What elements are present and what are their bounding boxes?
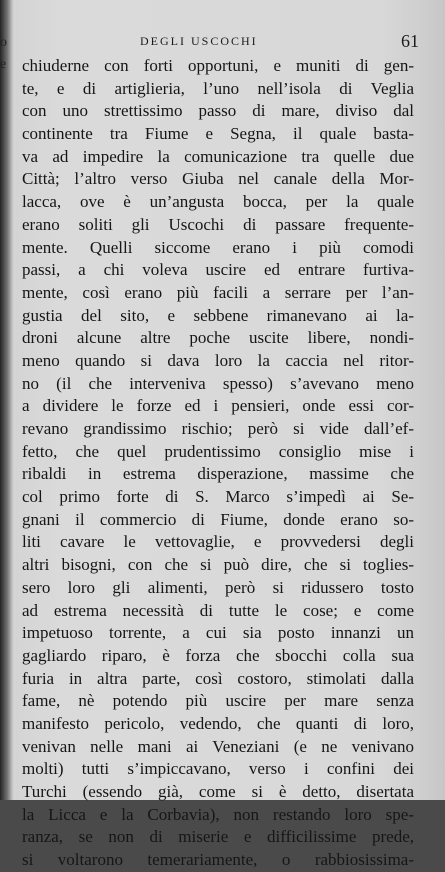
text-line: no (il che interveniva spesso) s’avevano meno: [22, 373, 414, 393]
text-line: Turchi (essendo già, come si è detto, disertata: [22, 782, 414, 801]
text-line: liti cavare le vettovaglie, e provvedersi degli: [22, 532, 414, 552]
text-line: lacca, ove è un’angusta bocca, per la quale: [22, 192, 414, 212]
text-line: Città; l’altro verso Giuba nel canale della Mor-: [22, 169, 414, 189]
text-line: passi, a chi voleva uscire ed entrare furtiva-: [22, 260, 414, 280]
previous-page-letter: e: [0, 57, 7, 72]
text-line: molti) tutti s’impiccavano, verso i confini dei: [22, 759, 414, 779]
text-line: sero loro gli alimenti, però si ridussero tosto: [22, 577, 414, 597]
text-line: impetuoso torrente, a cui sia posto innanzi un: [22, 623, 414, 643]
text-line: a dividere le forze ed i pensieri, onde essi cor-: [22, 396, 414, 416]
text-line: gagliardo riparo, è forza che sbocchi colla sua: [22, 645, 414, 665]
text-line: gustia del sito, e sebbene rimanevano ai la-: [22, 305, 414, 325]
text-line: la Licca e la Corbavia), non restando loro spe-: [22, 804, 414, 824]
text-line: va ad impedire la comunicazione tra quelle due: [22, 146, 414, 166]
running-head: DEGLI USCOCHI: [140, 34, 258, 48]
text-line: meno quando si dava loro la caccia nel ritor-: [22, 350, 414, 370]
text-line: gnani il commercio di Fiume, donde erano so-: [22, 509, 414, 529]
text-line: venivan nelle mani ai Veneziani (e ne venivano: [22, 736, 414, 756]
text-line: mente, così erano più facili a serrare per l’an-: [22, 282, 414, 302]
text-line: te, e di artiglieria, l’uno nell’isola di Veglia: [22, 78, 414, 98]
text-line: manifesto pericolo, vedendo, che quanti di loro,: [22, 713, 414, 733]
text-line: con uno strettissimo passo di mare, diviso dal: [22, 101, 414, 121]
page-header: [64, 31, 419, 54]
text-line: ad estrema necessità di tutte le cose; e come: [22, 600, 414, 620]
page-number: 61: [401, 31, 419, 51]
previous-page-letter: o: [0, 35, 7, 50]
previous-page-edge: [0, 32, 7, 76]
text-line: fetto, che quel prudentissimo consiglio mise i: [22, 441, 414, 461]
text-line: droni alcune altre poche uscite libere, nondi-: [22, 328, 414, 348]
text-line: ranza, se non di miserie e difficilissime prede,: [22, 827, 414, 847]
text-line: continente tra Fiume e Segna, il quale basta-: [22, 124, 414, 144]
text-line: furia in altra parte, così costoro, stimolati dalla: [22, 668, 414, 688]
text-line: si voltarono temerariamente, o rabbiosissima-: [22, 850, 414, 870]
text-line: col primo forte di S. Marco s’impedì ai Se-: [22, 487, 414, 507]
text-line: mente. Quelli siccome erano i più comodi: [22, 237, 414, 257]
body-text: [22, 55, 414, 872]
text-line: ribaldi in estrema disperazione, massime che: [22, 464, 414, 484]
text-line: fame, nè potendo più uscire per mare senza: [22, 691, 414, 711]
text-line: revano grandissimo rischio; però si vide dall’ef-: [22, 419, 414, 438]
text-line: altri bisogni, con che si può dire, che si toglies-: [22, 555, 414, 575]
book-gutter: [0, 0, 12, 800]
text-line: chiuderne con forti opportuni, e muniti di gen-: [22, 56, 414, 75]
text-line: erano soliti gli Uscochi di passare frequente-: [22, 214, 414, 234]
